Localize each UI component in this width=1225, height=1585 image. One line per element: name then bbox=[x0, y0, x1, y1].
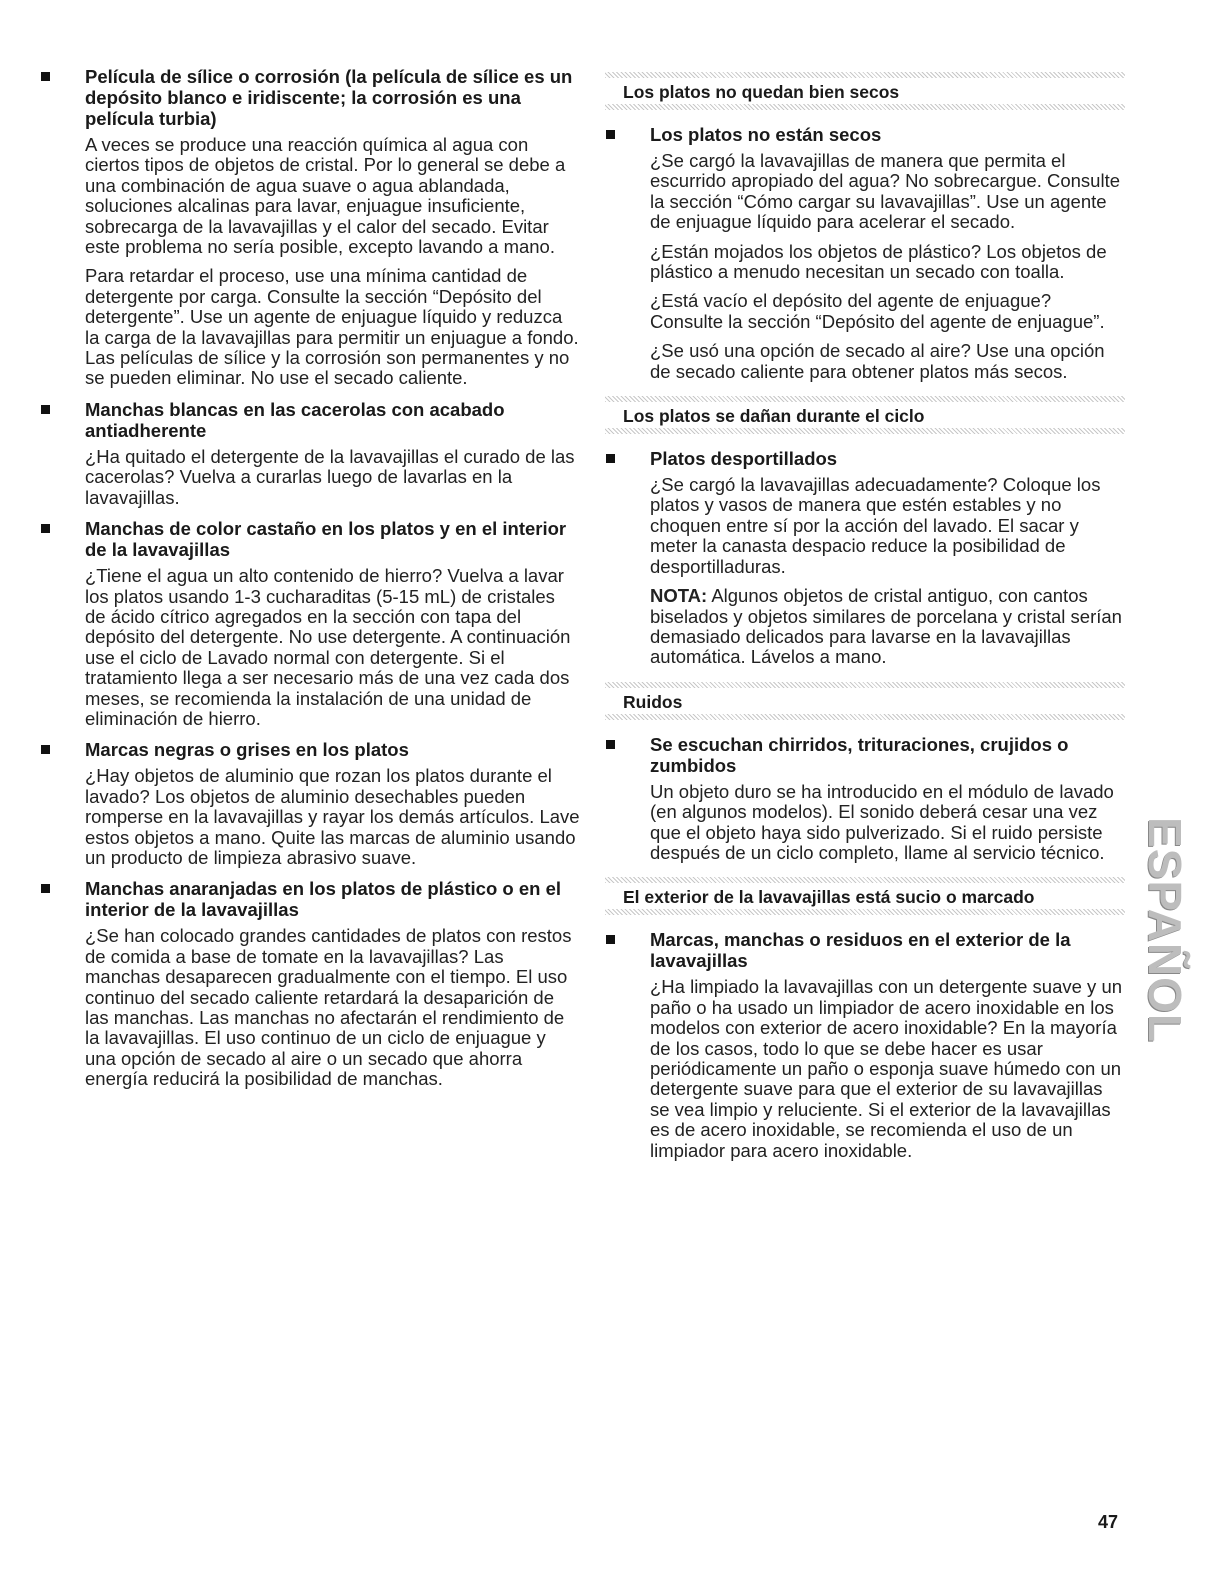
paragraph: ¿Se cargó la lavavajillas adecuadamente? Coloque los platos y vasos de manera que estén estables y no choquen entre sí por la acción del lavado. El sacar y meter la canasta despacio reduce la posibilidad de desportilladuras. bbox=[650, 474, 1101, 577]
item-heading: Platos desportillados bbox=[650, 448, 838, 470]
section-header: Los platos se dañan durante el ciclo bbox=[605, 396, 1125, 434]
bullet-icon bbox=[606, 130, 615, 139]
trouble-item bbox=[605, 734, 1125, 864]
bullet-icon bbox=[41, 745, 50, 754]
paragraph: Un objeto duro se ha introducido en el módulo de lavado (en algunos modelos). El sonido deberá cesar una vez que el objeto haya sido pulverizado. Si el ruido persiste después de un ciclo completo, llame al servicio técnico. bbox=[650, 780, 1114, 863]
paragraph: A veces se produce una reacción química al agua con ciertos tipos de objetos de cristal. Por lo general se debe a una combinación de agua suave o agua ablandada, soluciones alcalinas para lavar, enjuague insuficiente, sobrecarga de la lavavajillas y el calor del secado. Evitar este problema no sería posible, excepto lavando a mano. bbox=[85, 134, 566, 258]
bullet-icon bbox=[41, 524, 50, 533]
paragraph: ¿Hay objetos de aluminio que rozan los platos durante el lavado? Los objetos de aluminio desechables pueden romperse en la lavavajillas y rayar los demás artículos. Lave estos objetos a mano. Quite las marcas de aluminio usando un producto de limpieza abrasivo suave. bbox=[85, 765, 580, 868]
trouble-item bbox=[40, 878, 580, 1089]
bullet-icon bbox=[41, 884, 50, 893]
bullet-icon bbox=[606, 454, 615, 463]
paragraph: Para retardar el proceso, use una mínima cantidad de detergente por carga. Consulte la sección “Depósito del detergente”. Use un agente de enjuague líquido y reduzca la carga de la lavavajillas para permitir un enjuague a fondo. Las películas de sílice y la corrosión son permanentes y no se pueden eliminar. No use el secado caliente. bbox=[85, 265, 579, 389]
item-heading: Manchas blancas en las cacerolas con acabado antiadherente bbox=[85, 398, 505, 441]
paragraph: ¿Se cargó la lavavajillas de manera que permita el escurrido apropiado del agua? No sobrecargue. Consulte la sección “Cómo cargar su lavavajillas”. Use un agente de enjuague líquido para acelerar el secado. bbox=[650, 150, 1120, 233]
trouble-item bbox=[40, 399, 580, 508]
note-text: Algunos objetos de cristal antiguo, con cantos biselados y objetos similares de porcelana y cristal serían demasiado delicados para lavarse en la lavavajillas automática. Lávelos a mano. bbox=[650, 585, 1122, 668]
page-number: 47 bbox=[1098, 1512, 1119, 1532]
bullet-icon bbox=[41, 72, 50, 81]
trouble-item bbox=[40, 518, 580, 729]
trouble-item bbox=[40, 66, 580, 389]
paragraph: ¿Ha limpiado la lavavajillas con un detergente suave y un paño o ha usado un limpiador de acero inoxidable en los modelos con exterior de acero inoxidable? En la mayoría de los casos, todo lo que se debe hacer es usar periódicamente un paño o esponja suave húmedo con un detergente suave para que el exterior de su lavavajillas se vea limpio y reluciente. Si el exterior de la lavavajillas es de acero inoxidable, se recomienda el uso de un limpiador para acero inoxidable. bbox=[650, 976, 1123, 1161]
item-heading: Manchas anaranjadas en los platos de plástico o en el interior de la lavavajillas bbox=[85, 878, 562, 921]
section-header: El exterior de la lavavajillas está sucio o marcado bbox=[605, 877, 1125, 915]
language-tab-label: ESPAÑOL bbox=[1139, 817, 1191, 1043]
paragraph: ¿Se usó una opción de secado al aire? Use una opción de secado caliente para obtener platos más secos. bbox=[650, 340, 1105, 382]
section-header: Los platos no quedan bien secos bbox=[605, 72, 1125, 110]
item-heading: Marcas negras o grises en los platos bbox=[85, 739, 409, 761]
paragraph: ¿Se han colocado grandes cantidades de platos con restos de comida a base de tomate en la lavavajillas? Las manchas desaparecen gradualmente con el tiempo. El uso continuo del secado caliente retardará la desaparición de las manchas. Las manchas no afectarán el rendimiento de la lavavajillas. El uso continuo de un ciclo de enjuague y una opción de secado al aire o un secado que ahorra energía reducirá la posibilidad de manchas. bbox=[85, 925, 572, 1090]
left-column bbox=[40, 66, 580, 1099]
trouble-item bbox=[605, 929, 1125, 1161]
paragraph: ¿Está vacío el depósito del agente de enjuague? Consulte la sección “Depósito del agente de enjuague”. bbox=[650, 290, 1105, 332]
item-heading: Se escuchan chirridos, trituraciones, crujidos o zumbidos bbox=[650, 733, 1069, 776]
note-label: NOTA: bbox=[650, 585, 708, 607]
bullet-icon bbox=[606, 935, 615, 944]
paragraph: ¿Tiene el agua un alto contenido de hierro? Vuelva a lavar los platos usando 1-3 cucharaditas (5-15 mL) de cristales de ácido cítrico agregados en la sección con tapa del depósito del detergente. No use detergente. A continuación use el ciclo de Lavado normal con detergente. Si el tratamiento llega a ser necesario más de una vez cada dos meses, se recomienda la instalación de una unidad de eliminación de hierro. bbox=[85, 565, 571, 729]
item-heading: Película de sílice o corrosión (la película de sílice es un depósito blanco e iridiscente; la corrosión es una película turbia) bbox=[85, 66, 573, 129]
section-header: Ruidos bbox=[605, 682, 1125, 720]
trouble-item bbox=[605, 124, 1125, 382]
right-column bbox=[605, 72, 1125, 1170]
bullet-icon bbox=[41, 405, 50, 414]
paragraph: ¿Están mojados los objetos de plástico? Los objetos de plástico a menudo necesitan un secado con toalla. bbox=[650, 240, 1107, 283]
note-paragraph bbox=[650, 586, 1125, 668]
item-heading: Marcas, manchas o residuos en el exterior de la lavavajillas bbox=[650, 929, 1071, 972]
item-heading: Los platos no están secos bbox=[650, 124, 882, 145]
trouble-item bbox=[40, 739, 580, 868]
bullet-icon bbox=[606, 740, 615, 749]
trouble-item bbox=[605, 448, 1125, 668]
language-tab bbox=[1140, 805, 1190, 1055]
paragraph: ¿Ha quitado el detergente de la lavavajillas el curado de las cacerolas? Vuelva a curarlas luego de lavarlas en la lavavajillas. bbox=[85, 445, 575, 508]
item-heading: Manchas de color castaño en los platos y en el interior de la lavavajillas bbox=[85, 518, 567, 561]
